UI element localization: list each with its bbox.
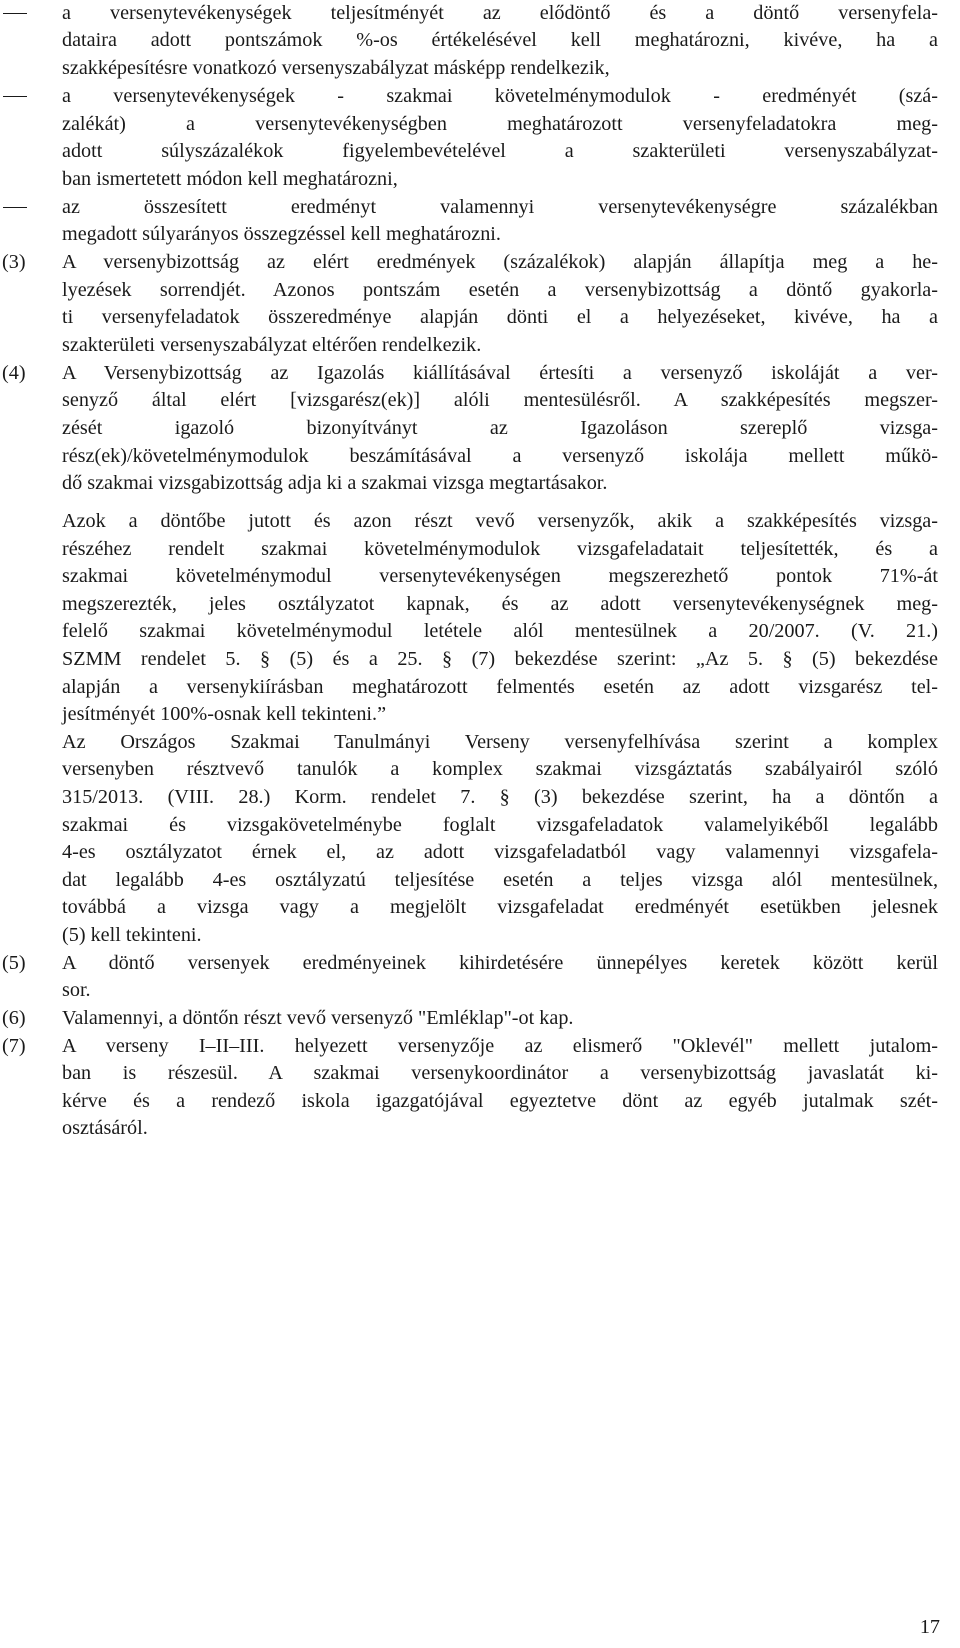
text-line: osztásáról. <box>62 1117 148 1139</box>
text-line: A döntő versenyek eredményeinek kihirdetésére ünnepélyes keretek között kerül <box>62 952 938 974</box>
text-line: zését igazoló bizonyítványt az Igazoláson szereplő vizsga- <box>62 417 938 439</box>
text-line: Valamennyi, a döntőn részt vevő versenyző "Emléklap"-ot kap. <box>62 1007 574 1029</box>
dash-bullet-icon <box>3 207 27 208</box>
text-line: szakmai és vizsgakövetelménybe foglalt vizsgafeladatok valamelyikéből legalább <box>62 814 938 836</box>
text-line: versenyben résztvevő tanulók a komplex szakmai vizsgáztatás szabályairól szóló <box>62 758 938 780</box>
section-number: (5) <box>2 952 26 974</box>
text-line: SZMM rendelet 5. § (5) és a 25. § (7) bekezdése szerint: „Az 5. § (5) bekezdése <box>62 648 938 670</box>
text-line: Az Országos Szakmai Tanulmányi Verseny versenyfelhívása szerint a komplex <box>62 731 938 753</box>
page-number: 17 <box>919 1616 940 1638</box>
text-line: szakképesítésre vonatkozó versenyszabályzat másképp rendelkezik, <box>62 57 610 79</box>
text-line: A versenybizottság az elért eredmények (százalékok) alapján állapítja meg a he- <box>62 251 938 273</box>
text-line: szakmai követelménymodul versenytevékenységen megszerezhető pontok 71%-át <box>62 565 938 587</box>
text-line: ban is részesül. A szakmai versenykoordinátor a versenybizottság javaslatát ki- <box>62 1062 938 1084</box>
text-line: (5) kell tekinteni. <box>62 924 202 946</box>
text-line: a versenytevékenységek teljesítményét az elődöntő és a döntő versenyfela- <box>62 2 938 24</box>
text-line: rész(ek)/követelménymodulok beszámításával a versenyző iskolája mellett műkö- <box>62 445 938 467</box>
section-number: (4) <box>2 362 26 384</box>
text-line: ti versenyfeladatok összeredménye alapján dönti el a helyezéseket, kivéve, ha a <box>62 306 938 328</box>
text-line: szakterületi versenyszabályzat eltérően rendelkezik. <box>62 334 482 356</box>
text-line: Azok a döntőbe jutott és azon részt vevő versenyzők, akik a szakképesítés vizsga- <box>62 510 938 532</box>
text-line: 315/2013. (VIII. 28.) Korm. rendelet 7. § (3) bekezdése szerint, ha a döntőn a <box>62 786 938 808</box>
text-line: továbbá a vizsga vagy a megjelölt vizsgafeladat eredményét esetükben jelesnek <box>62 896 938 918</box>
text-line: felelő szakmai követelménymodul letétele alól mentesülnek a 20/2007. (V. 21.) <box>62 620 938 642</box>
text-line: senyző által elért [vizsgarész(ek)] alóli mentesülésről. A szakképesítés megszer- <box>62 389 938 411</box>
text-line: részéhez rendelt szakmai követelménymodulok vizsgafeladatait teljesítették, és a <box>62 538 938 560</box>
text-line: zalékát) a versenytevékenységben meghatározott versenyfeladatokra meg- <box>62 113 938 135</box>
text-line: adott súlyszázalékok figyelembevételével a szakterületi versenyszabályzat- <box>62 140 938 162</box>
section-number: (7) <box>2 1035 26 1057</box>
text-line: az összesített eredményt valamennyi versenytevékenységre százalékban <box>62 196 938 218</box>
dash-bullet-icon <box>3 96 27 97</box>
text-line: megszerezték, jeles osztályzatot kapnak, és az adott versenytevékenységnek meg- <box>62 593 938 615</box>
text-line: sor. <box>62 979 91 1001</box>
text-line: ban ismertetett módon kell meghatározni, <box>62 168 398 190</box>
text-line: kérve és a rendező iskola igazgatójával egyeztetve dönt az egyéb jutalmak szét- <box>62 1090 938 1112</box>
text-line: jesítményét 100%-osnak kell tekinteni.” <box>62 703 387 725</box>
text-line: dő szakmai vizsgabizottság adja ki a szakmai vizsga megtartásakor. <box>62 472 608 494</box>
text-line: megadott súlyarányos összegzéssel kell meghatározni. <box>62 223 501 245</box>
text-line: dat legalább 4-es osztályzatú teljesítése esetén a teljes vizsga alól mentesülnek, <box>62 869 938 891</box>
text-line: dataira adott pontszámok %-os értékelésével kell meghatározni, kivéve, ha a <box>62 29 938 51</box>
section-number: (6) <box>2 1007 26 1029</box>
dash-bullet-icon <box>3 13 27 14</box>
text-line: a versenytevékenységek - szakmai követelménymodulok - eredményét (szá- <box>62 85 938 107</box>
text-line: 4-es osztályzatot érnek el, az adott vizsgafeladatból vagy valamennyi vizsgafela- <box>62 841 938 863</box>
text-line: A verseny I–II–III. helyezett versenyzője az elismerő "Oklevél" mellett jutalom- <box>62 1035 938 1057</box>
section-number: (3) <box>2 251 26 273</box>
text-line: A Versenybizottság az Igazolás kiállításával értesíti a versenyző iskoláját a ver- <box>62 362 938 384</box>
text-line: lyezések sorrendjét. Azonos pontszám esetén a versenybizottság a döntő gyakorla- <box>62 279 938 301</box>
text-line: alapján a versenykiírásban meghatározott felmentés esetén az adott vizsgarész tel- <box>62 676 938 698</box>
